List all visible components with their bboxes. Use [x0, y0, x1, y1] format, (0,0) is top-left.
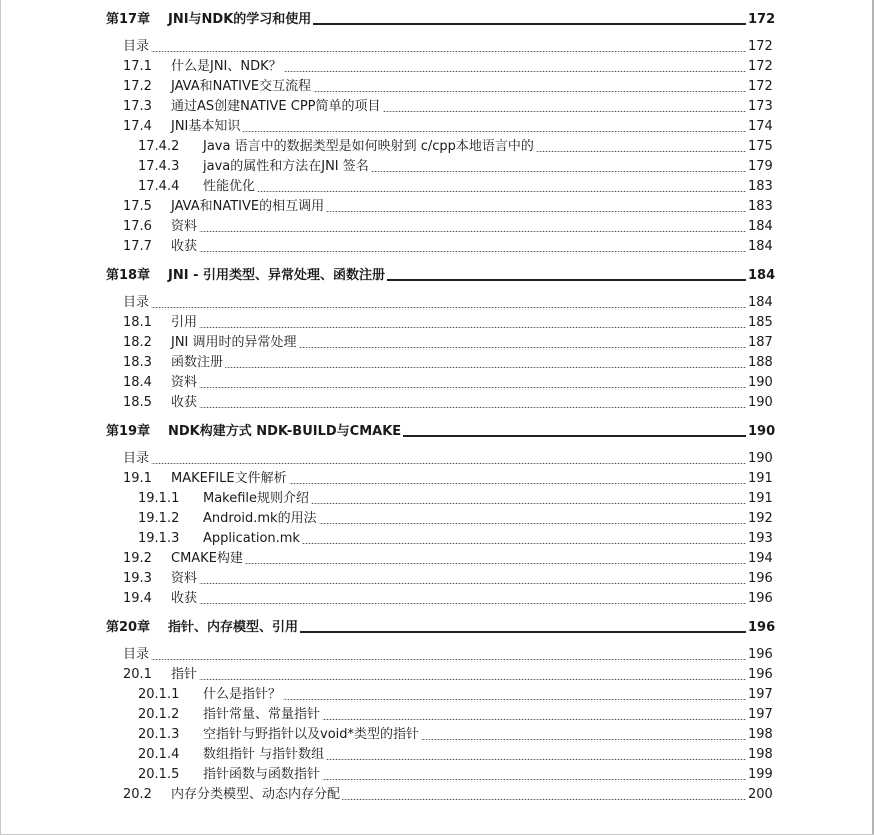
- section-number: 18.4: [123, 375, 152, 390]
- dot-leader: [284, 71, 746, 72]
- dot-leader: [319, 523, 746, 524]
- section-title: JAVA和NATIVE的相互调用: [171, 199, 325, 214]
- dot-leader: [199, 231, 746, 232]
- section-title: JNI基本知识: [171, 119, 241, 134]
- section-title: 资料: [171, 219, 198, 234]
- dot-leader: [151, 51, 746, 52]
- toc-section-entry[interactable]: [0, 589, 874, 609]
- dot-leader: [199, 407, 746, 408]
- section-title: MAKEFILE文件解析: [171, 471, 287, 486]
- section-number: 17.6: [123, 219, 152, 234]
- section-number: 17.4.2: [138, 139, 180, 154]
- dot-leader: [302, 543, 746, 544]
- page-number: 196: [748, 571, 773, 586]
- dot-leader: [421, 739, 746, 740]
- chapter-number: 第20章: [106, 620, 151, 635]
- toc-section-entry[interactable]: [0, 373, 874, 393]
- section-number: 17.4.3: [138, 159, 180, 174]
- dot-leader: [289, 483, 746, 484]
- page-number: 172: [748, 79, 773, 94]
- section-number: 18.2: [123, 335, 152, 350]
- dot-leader: [300, 631, 746, 633]
- section-title: 函数注册: [171, 355, 224, 370]
- page-number: 184: [748, 239, 773, 254]
- section-title: 指针: [171, 667, 198, 682]
- page-number: 194: [748, 551, 773, 566]
- toc-contents-entry[interactable]: [0, 449, 874, 469]
- toc-section-entry[interactable]: [0, 97, 874, 117]
- toc-section-entry[interactable]: [0, 237, 874, 257]
- dot-leader: [403, 435, 746, 437]
- toc-subsection-entry[interactable]: [0, 745, 874, 765]
- section-number: 19.1.2: [138, 511, 180, 526]
- section-number: 19.4: [123, 591, 152, 606]
- section-title: 指针函数与函数指针: [203, 767, 321, 782]
- page-number: 190: [748, 451, 773, 466]
- page-number: 193: [748, 531, 773, 546]
- page-number: 187: [748, 335, 773, 350]
- section-title: 什么是指针？: [203, 687, 282, 702]
- toc-section-entry[interactable]: [0, 313, 874, 333]
- dot-leader: [322, 719, 746, 720]
- dot-leader: [536, 151, 746, 152]
- section-number: 19.1: [123, 471, 152, 486]
- section-number: 17.5: [123, 199, 152, 214]
- dot-leader: [199, 327, 746, 328]
- section-title: 空指针与野指针以及void*类型的指针: [203, 727, 420, 742]
- page-number: 190: [748, 424, 776, 439]
- section-title: 数组指针 与指针数组: [203, 747, 325, 762]
- dot-leader: [371, 171, 746, 172]
- dot-leader: [322, 779, 746, 780]
- section-number: 19.1.3: [138, 531, 180, 546]
- section-number: 20.1: [123, 667, 152, 682]
- section-title: 什么是JNI、NDK？: [171, 59, 282, 74]
- dot-leader: [199, 583, 746, 584]
- dot-leader: [151, 659, 746, 660]
- dot-leader: [199, 679, 746, 680]
- dot-leader: [199, 251, 746, 252]
- page-number: 179: [748, 159, 773, 174]
- toc-subsection-entry[interactable]: [0, 489, 874, 509]
- section-title: 目录: [123, 451, 150, 466]
- toc-contents-entry[interactable]: [0, 645, 874, 665]
- toc-section-entry[interactable]: [0, 333, 874, 353]
- toc-subsection-entry[interactable]: [0, 705, 874, 725]
- section-number: 19.2: [123, 551, 152, 566]
- toc-subsection-entry[interactable]: [0, 509, 874, 529]
- toc-subsection-entry[interactable]: [0, 157, 874, 177]
- section-number: 18.5: [123, 395, 152, 410]
- section-number: 17.4.4: [138, 179, 180, 194]
- section-title: Android.mk的用法: [203, 511, 317, 526]
- chapter-heading-row[interactable]: [0, 10, 874, 30]
- page-number: 197: [748, 687, 773, 702]
- chapter-title: JNI - 引用类型、异常处理、函数注册: [168, 268, 386, 283]
- page-number: 196: [748, 667, 773, 682]
- toc-section-entry[interactable]: [0, 549, 874, 569]
- page-number: 192: [748, 511, 773, 526]
- section-number: 20.2: [123, 787, 152, 802]
- section-number: 20.1.2: [138, 707, 180, 722]
- toc-contents-entry[interactable]: [0, 293, 874, 313]
- dot-leader: [383, 111, 746, 112]
- page-number: 191: [748, 491, 773, 506]
- section-title: 收获: [171, 395, 198, 410]
- dot-leader: [313, 91, 746, 92]
- chapter-number: 第17章: [106, 12, 151, 27]
- toc-section-entry[interactable]: [0, 469, 874, 489]
- toc-section-entry[interactable]: [0, 217, 874, 237]
- section-title: 收获: [171, 239, 198, 254]
- dot-leader: [326, 211, 746, 212]
- page-number: 190: [748, 395, 773, 410]
- section-title: 内存分类模型、动态内存分配: [171, 787, 341, 802]
- toc-section-entry[interactable]: [0, 197, 874, 217]
- section-title: 资料: [171, 375, 198, 390]
- dot-leader: [342, 799, 746, 800]
- section-title: Application.mk: [203, 531, 300, 546]
- page-number: 175: [748, 139, 773, 154]
- section-title: 性能优化: [203, 179, 256, 194]
- toc-subsection-entry[interactable]: [0, 529, 874, 549]
- dot-leader: [311, 503, 746, 504]
- page-number: 183: [748, 199, 773, 214]
- dot-leader: [225, 367, 746, 368]
- toc-contents-entry[interactable]: [0, 37, 874, 57]
- section-number: 19.1.1: [138, 491, 180, 506]
- section-title: 通过AS创建NATIVE CPP简单的项目: [171, 99, 381, 114]
- chapter-number: 第19章: [106, 424, 151, 439]
- section-number: 17.4: [123, 119, 152, 134]
- section-number: 20.1.5: [138, 767, 180, 782]
- section-title: java的属性和方法在JNI 签名: [203, 159, 369, 174]
- chapter-title: 指针、内存模型、引用: [168, 620, 299, 635]
- dot-leader: [313, 23, 746, 25]
- section-number: 20.1.1: [138, 687, 180, 702]
- page-number: 184: [748, 295, 773, 310]
- dot-leader: [199, 387, 746, 388]
- section-number: 18.1: [123, 315, 152, 330]
- page-number: 174: [748, 119, 773, 134]
- dot-leader: [151, 307, 746, 308]
- section-title: 目录: [123, 295, 150, 310]
- dot-leader: [257, 191, 746, 192]
- chapter-number: 第18章: [106, 268, 151, 283]
- dot-leader: [151, 463, 746, 464]
- section-number: 20.1.3: [138, 727, 180, 742]
- section-number: 17.2: [123, 79, 152, 94]
- section-number: 18.3: [123, 355, 152, 370]
- page-number: 196: [748, 647, 773, 662]
- page-number: 196: [748, 591, 773, 606]
- page-number: 200: [748, 787, 773, 802]
- page-number: 190: [748, 375, 773, 390]
- section-title: 目录: [123, 39, 150, 54]
- page-number: 198: [748, 747, 773, 762]
- chapter-heading-row[interactable]: [0, 266, 874, 286]
- page-number: 172: [748, 12, 776, 27]
- section-number: 19.3: [123, 571, 152, 586]
- toc-section-entry[interactable]: [0, 785, 874, 805]
- page-number: 188: [748, 355, 773, 370]
- section-title: Java 语言中的数据类型是如何映射到 c/cpp本地语言中的: [203, 139, 534, 154]
- section-title: 收获: [171, 591, 198, 606]
- page-number: 184: [748, 268, 776, 283]
- page-number: 185: [748, 315, 773, 330]
- page-number: 197: [748, 707, 773, 722]
- section-number: 17.7: [123, 239, 152, 254]
- dot-leader: [283, 699, 746, 700]
- toc-section-entry[interactable]: [0, 57, 874, 77]
- page-number: 183: [748, 179, 773, 194]
- section-title: 引用: [171, 315, 198, 330]
- dot-leader: [199, 603, 746, 604]
- section-number: 17.3: [123, 99, 152, 114]
- chapter-title: JNI与NDK的学习和使用: [168, 12, 312, 27]
- section-title: JAVA和NATIVE交互流程: [171, 79, 312, 94]
- section-title: JNI 调用时的异常处理: [171, 335, 297, 350]
- toc-section-entry[interactable]: [0, 353, 874, 373]
- page-number: 199: [748, 767, 773, 782]
- chapter-heading-row[interactable]: [0, 618, 874, 638]
- page-number: 184: [748, 219, 773, 234]
- section-number: 20.1.4: [138, 747, 180, 762]
- page-number: 198: [748, 727, 773, 742]
- dot-leader: [245, 563, 746, 564]
- page-number: 172: [748, 59, 773, 74]
- toc-section-entry[interactable]: [0, 665, 874, 685]
- section-title: Makefile规则介绍: [203, 491, 310, 506]
- page-number: 173: [748, 99, 773, 114]
- dot-leader: [242, 131, 746, 132]
- toc-subsection-entry[interactable]: [0, 725, 874, 745]
- section-number: 17.1: [123, 59, 152, 74]
- chapter-heading-row[interactable]: [0, 422, 874, 442]
- dot-leader: [299, 347, 746, 348]
- page-number: 172: [748, 39, 773, 54]
- section-title: 指针常量、常量指针: [203, 707, 321, 722]
- dot-leader: [387, 279, 746, 281]
- toc-subsection-entry[interactable]: [0, 177, 874, 197]
- toc-section-entry[interactable]: [0, 393, 874, 413]
- section-title: CMAKE构建: [171, 551, 243, 566]
- toc-section-entry[interactable]: [0, 117, 874, 137]
- dot-leader: [326, 759, 746, 760]
- page-number: 196: [748, 620, 776, 635]
- section-title: 目录: [123, 647, 150, 662]
- toc-section-entry[interactable]: [0, 77, 874, 97]
- chapter-title: NDK构建方式 NDK-BUILD与CMAKE: [168, 424, 402, 439]
- page-number: 191: [748, 471, 773, 486]
- toc-subsection-entry[interactable]: [0, 137, 874, 157]
- section-title: 资料: [171, 571, 198, 586]
- toc-section-entry[interactable]: [0, 569, 874, 589]
- toc-subsection-entry[interactable]: [0, 765, 874, 785]
- toc-subsection-entry[interactable]: [0, 685, 874, 705]
